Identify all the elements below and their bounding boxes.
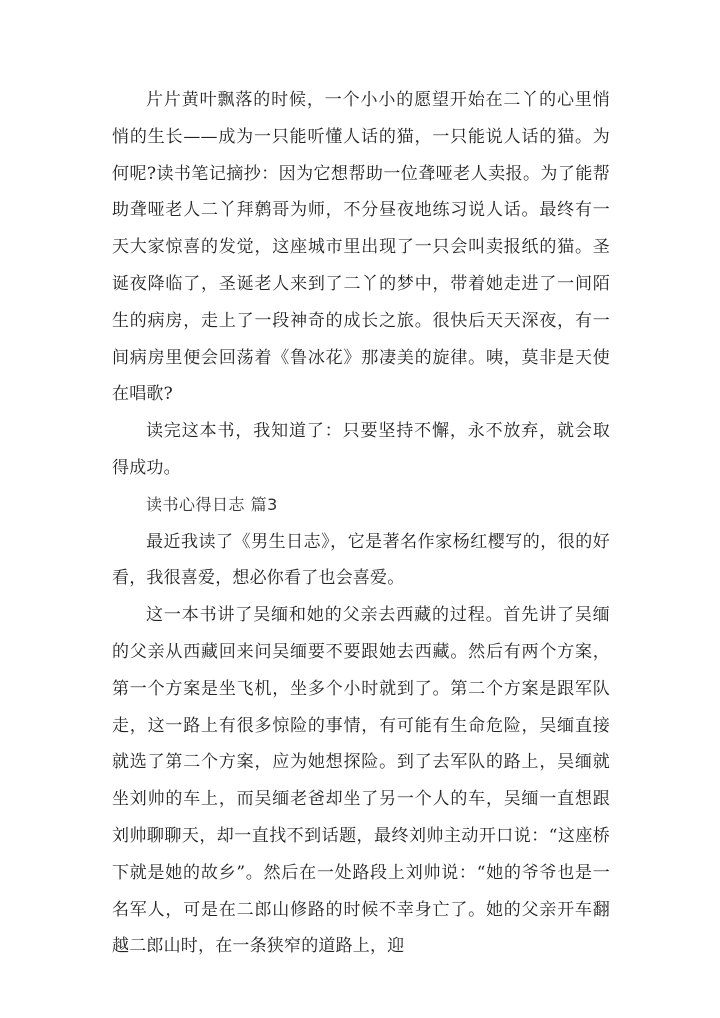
- paragraph-book-summary: 这一本书讲了吴缅和她的父亲去西藏的过程。首先讲了吴缅的父亲从西藏回来问吴缅要不要跟她去西藏。然后有两个方案，第一个方案是坐飞机，坐多个小时就到了。第二个方案是跟军队走，这一路上有很多惊险的事情，有可能有生命危险，吴缅直接就选了第二个方案，应为她想探险。到了去军队的路上，吴缅就坐刘帅的车上，而吴缅老爸却坐了另一个人的车，吴缅一直想跟刘帅聊聊天，却一直找不到话题，最终刘帅主动开口说：“这座桥下就是她的故乡”。然后在一处路段上刘帅说：“她的爷爷也是一名军人，可是在二郎山修路的时候不幸身亡了。她的父亲开车翻越二郎山时，在一条狭窄的道路上，迎: [112, 605, 610, 957]
- paragraph-conclusion: 读完这本书，我知道了：只要坚持不懈，永不放弃，就会取得成功。: [112, 421, 610, 478]
- paragraph-book-intro: 最近我读了《男生日志》，它是著名作家杨红樱写的，很的好看，我很喜爱，想必你看了也会喜爱。: [112, 531, 610, 589]
- section-heading: 读书心得日志 篇3: [146, 494, 278, 514]
- paragraph-intro-story: 片片黄叶飘落的时候，一个小小的愿望开始在二丫的心里悄悄的生长——成为一只能听懂人话的猫，一只能说人话的猫。为何呢?读书笔记摘抄：因为它想帮助一位聋哑老人卖报。为了能帮助聋哑老人二丫拜鹩哥为师，不分昼夜地练习说人话。最终有一天大家惊喜的发觉，这座城市里出现了一只会叫卖报纸的猫。圣诞夜降临了，圣诞老人来到了二丫的梦中，带着她走进了一间陌生的病房，走上了一段神奇的成长之旅。很快后天天深夜，有一间病房里便会回荡着《鲁冰花》那凄美的旋律。咦，莫非是天使在唱歌?: [112, 90, 610, 405]
- document-body: [112, 82, 610, 965]
